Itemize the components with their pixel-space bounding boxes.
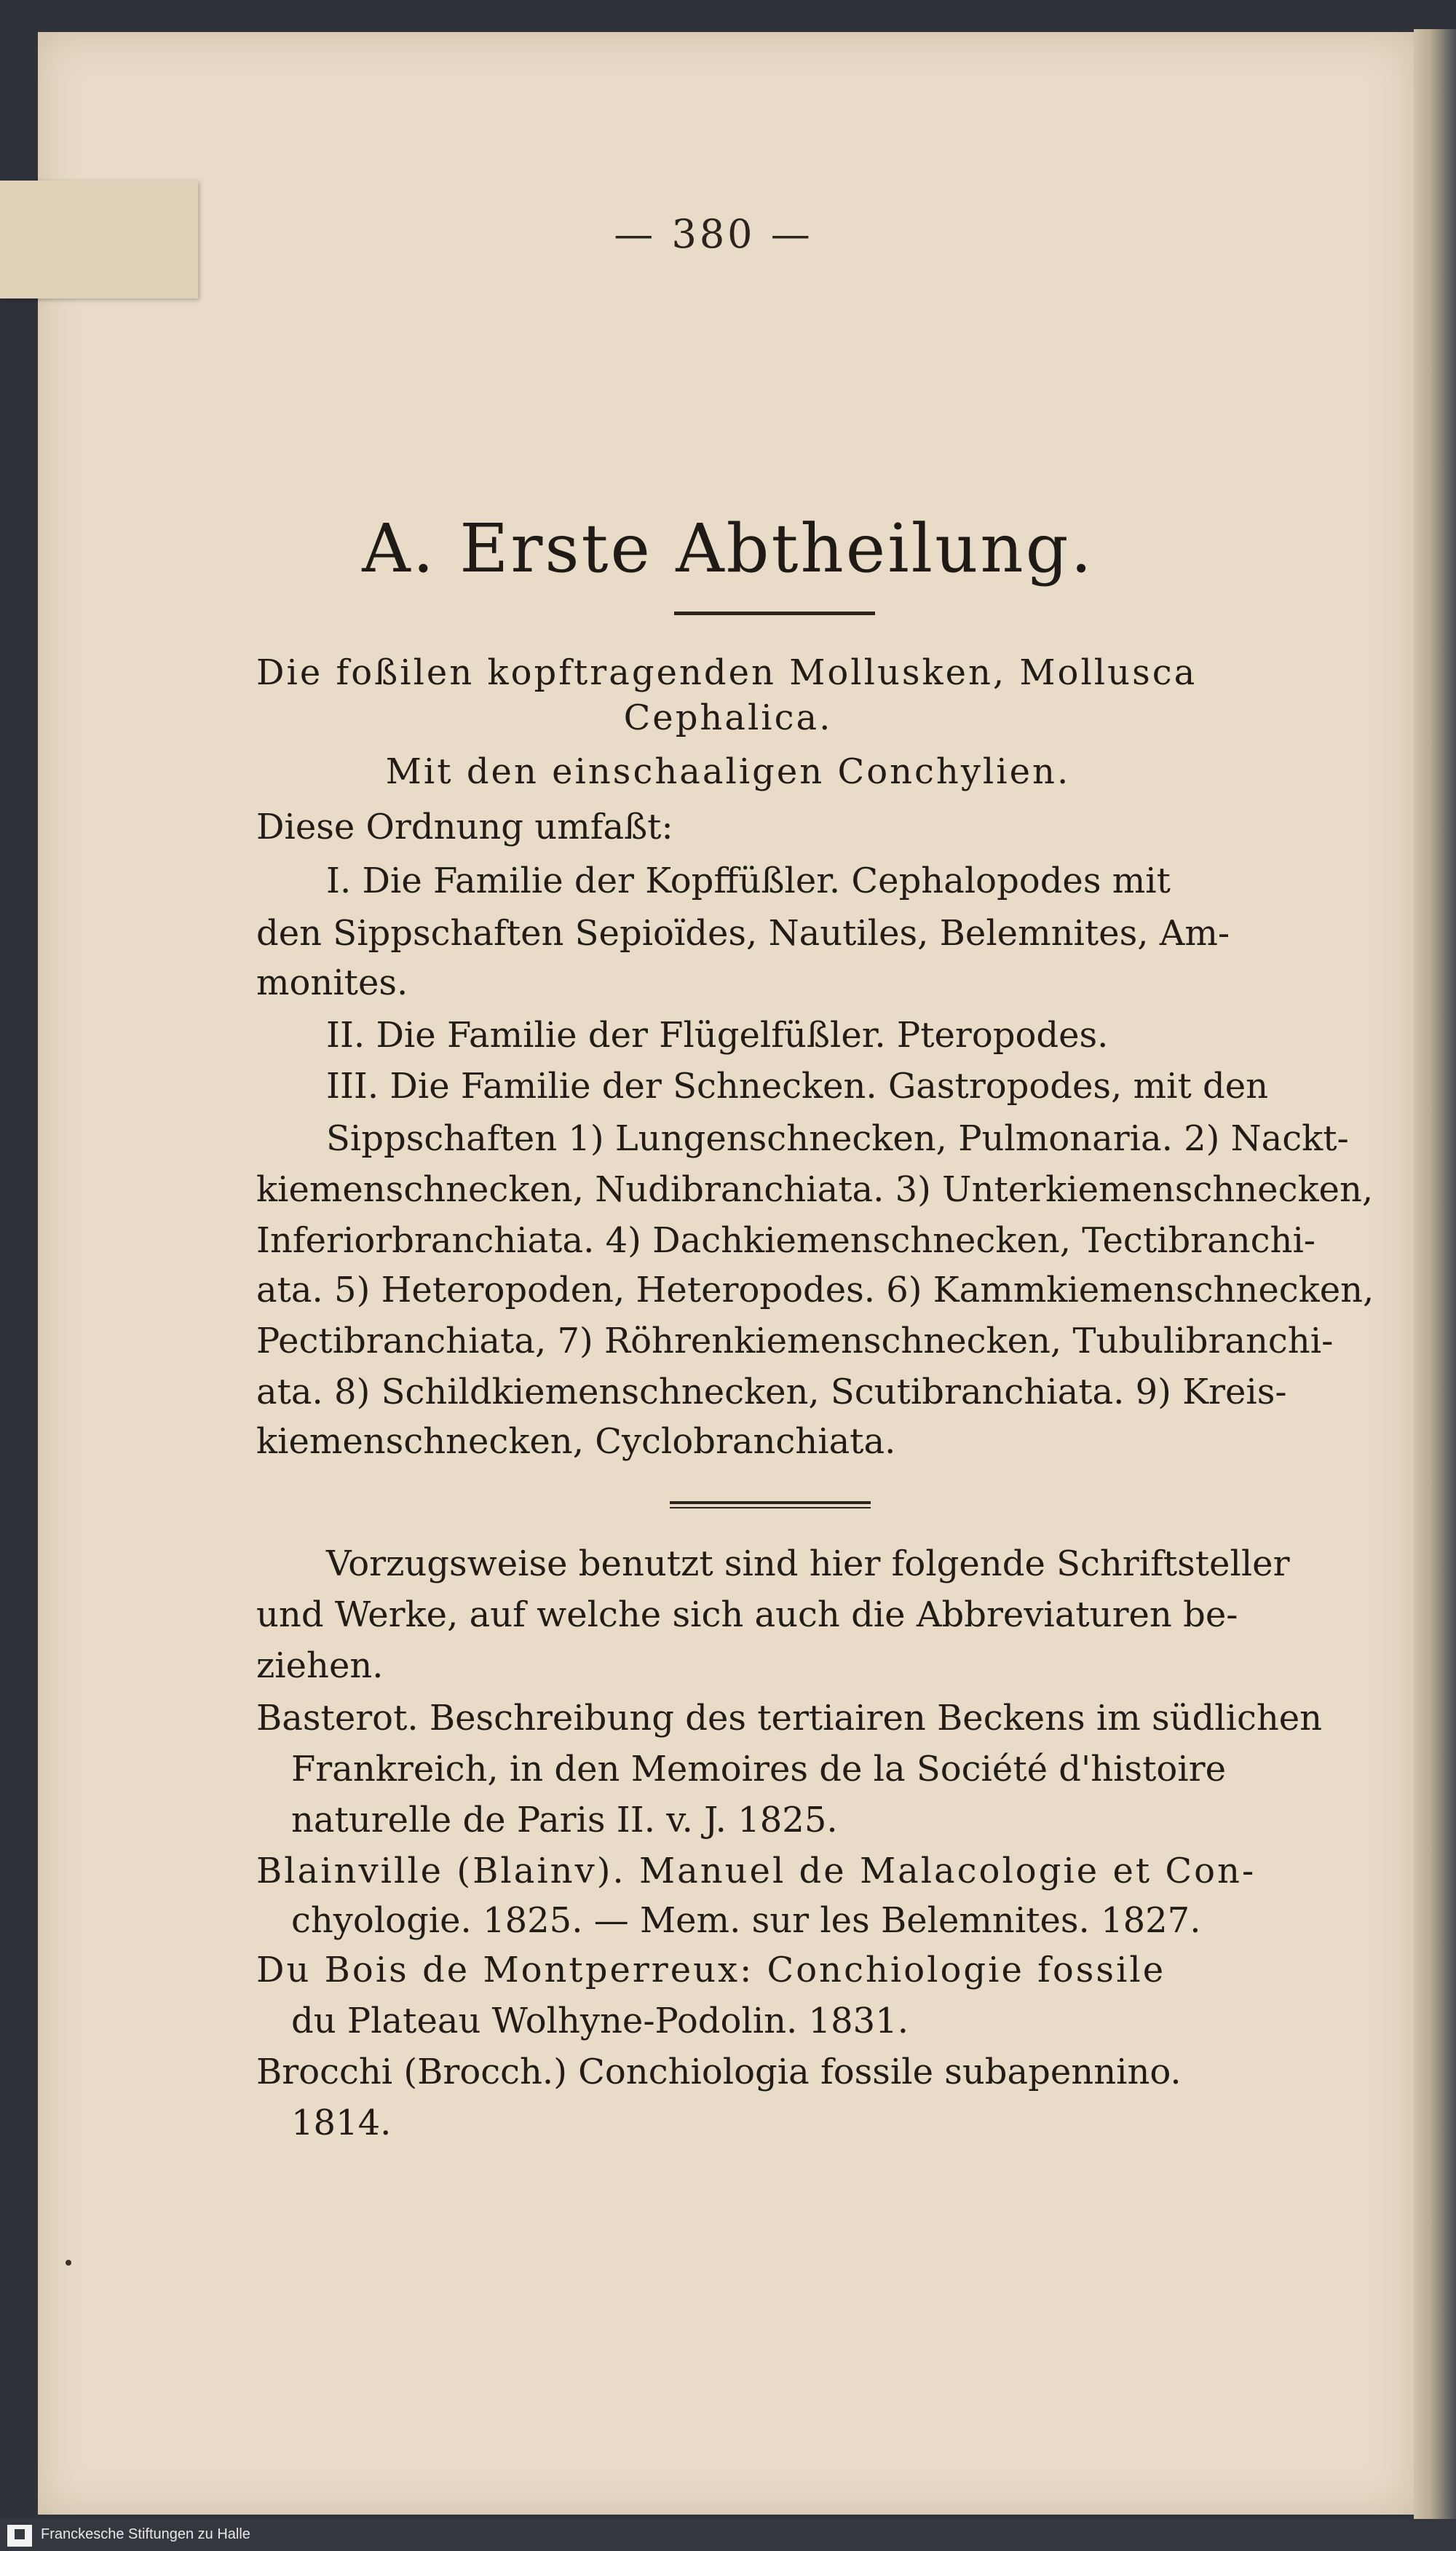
family-line: ata. 5) Heteropoden, Heteropodes. 6) Kammkiemenschnecken, [256, 1270, 1374, 1310]
institution-logo-icon [7, 2525, 32, 2547]
family-line: Pectibranchiata, 7) Röhrenkiemenschnecken, Tubulibranchi- [256, 1321, 1334, 1361]
heading-rule [674, 612, 875, 615]
reference-line: Frankreich, in den Memoires de la Société d'histoire [291, 1749, 1226, 1789]
reference-line: Blainville (Blainv). Manuel de Malacologie et Con- [256, 1851, 1257, 1891]
reference-line: Brocchi (Brocch.) Conchiologia fossile subapennino. [256, 2052, 1182, 2092]
family-line: ata. 8) Schildkiemenschnecken, Scutibranchiata. 9) Kreis- [256, 1372, 1287, 1412]
reference-line: Basterot. Beschreibung des tertiairen Beckens im südlichen [256, 1698, 1323, 1739]
page-edge [1414, 29, 1456, 2519]
reference-line: du Plateau Wolhyne-Podolin. 1831. [291, 2001, 909, 2041]
sources-intro-line: Vorzugsweise benutzt sind hier folgende Schriftsteller [326, 1543, 1290, 1584]
section-rule [670, 1507, 871, 1508]
family-line: Inferiorbranchiata. 4) Dachkiemenschnecken, Tectibranchi- [256, 1220, 1316, 1261]
family-line: III. Die Familie der Schnecken. Gastropodes, mit den [326, 1066, 1269, 1107]
family-line: monites. [256, 962, 408, 1003]
family-line: II. Die Familie der Flügelfüßler. Pteropodes. [326, 1015, 1109, 1056]
reference-line: chyologie. 1825. — Mem. sur les Belemnites. 1827. [291, 1900, 1201, 1941]
family-line: I. Die Familie der Kopffüßler. Cephalopodes mit [326, 861, 1171, 901]
reference-line: naturelle de Paris II. v. J. 1825. [291, 1800, 838, 1840]
footer-credit: Franckesche Stiftungen zu Halle [41, 2526, 250, 2542]
intro-line: Die foßilen kopftragenden Mollusken, Mollusca [256, 652, 1198, 693]
reference-line: 1814. [291, 2103, 392, 2143]
page-number: — 380 — [614, 211, 813, 257]
intro-line: Mit den einschaaligen Conchylien. [385, 751, 1071, 792]
section-heading: A. Erste Abtheilung. [362, 510, 1094, 588]
family-line: kiemenschnecken, Nudibranchiata. 3) Unterkiemenschnecken, [256, 1169, 1374, 1210]
paper-speck [66, 2260, 71, 2266]
section-rule [670, 1501, 871, 1504]
family-line: Sippschaften 1) Lungenschnecken, Pulmonaria. 2) Nackt- [326, 1118, 1349, 1159]
intro-line: Diese Ordnung umfaßt: [256, 807, 673, 847]
sources-intro-line: und Werke, auf welche sich auch die Abbreviaturen be- [256, 1594, 1238, 1635]
reference-line: Du Bois de Montperreux: Conchiologie fossile [256, 1950, 1166, 1990]
sources-intro-line: ziehen. [256, 1645, 384, 1686]
family-line: den Sippschaften Sepioïdes, Nautiles, Belemnites, Am- [256, 913, 1230, 954]
intro-line: Cephalica. [623, 697, 833, 738]
family-line: kiemenschnecken, Cyclobranchiata. [256, 1421, 896, 1462]
